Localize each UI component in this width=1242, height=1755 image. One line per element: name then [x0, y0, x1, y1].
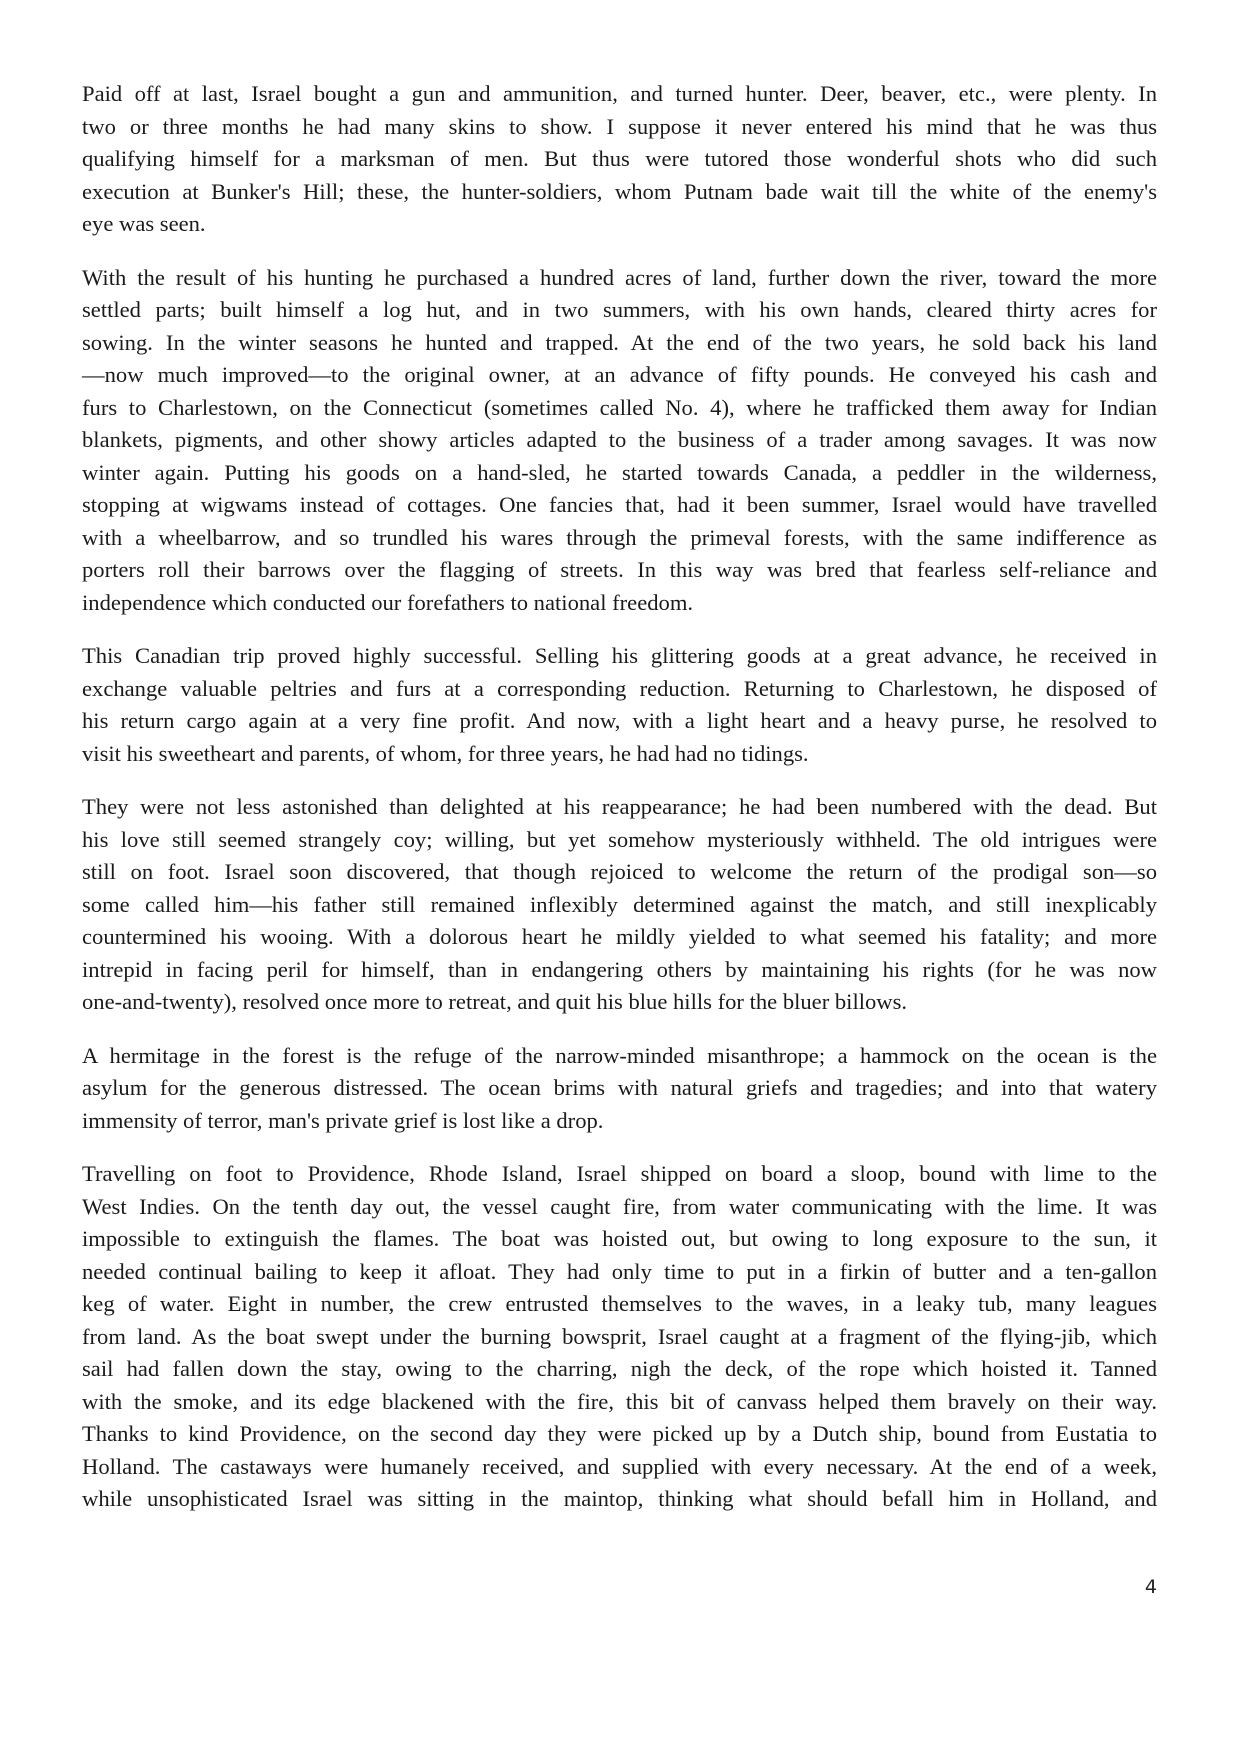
- text-line: With the result of his hunting he purchased a hundred acres of land, further down the river, toward the more: [82, 264, 1157, 290]
- text-line: —now much improved—to the original owner, at an advance of fifty pounds. He conveyed his cash and: [82, 362, 1157, 387]
- text-line: Holland. The castaways were humanely received, and supplied with every necessary. At the end of a week,: [82, 1453, 1157, 1479]
- text-line: keg of water. Eight in number, the crew entrusted themselves to the waves, in a leaky tub, many leagues: [82, 1291, 1157, 1316]
- text-line: one-and-twenty), resolved once more to retreat, and quit his blue hills for the bluer billows.: [82, 989, 908, 1014]
- text-line: blankets, pigments, and other showy articles adapted to the business of a trader among savages. It was now: [82, 427, 1157, 452]
- paragraph: [82, 262, 1157, 620]
- text-line: with a wheelbarrow, and so trundled his wares through the primeval forests, with the same indifference as: [82, 524, 1157, 550]
- text-line: still on foot. Israel soon discovered, that though rejoiced to welcome the return of the prodigal son—so: [82, 859, 1157, 884]
- text-line: West Indies. On the tenth day out, the vessel caught fire, from water communicating with the lime. It was: [82, 1193, 1157, 1219]
- text-line: his love still seemed strangely coy; willing, but yet somehow mysteriously withheld. The old intrigues were: [82, 826, 1157, 852]
- text-line: settled parts; built himself a log hut, and in two summers, with his own hands, cleared thirty acres for: [82, 297, 1157, 322]
- text-line: stopping at wigwams instead of cottages. One fancies that, had it been summer, Israel would have travelled: [82, 492, 1157, 517]
- paragraph: [82, 1040, 1157, 1138]
- page-number: 4: [1144, 1576, 1157, 1598]
- document-page-body: [82, 78, 1157, 1537]
- text-line: intrepid in facing peril for himself, than in endangering others by maintaining his rights (for he was now: [82, 956, 1157, 982]
- text-line: Paid off at last, Israel bought a gun and ammunition, and turned hunter. Deer, beaver, etc., were plenty. In: [82, 81, 1157, 106]
- text-line: Thanks to kind Providence, on the second day they were picked up by a Dutch ship, bound from Eustatia to: [82, 1421, 1157, 1446]
- text-line: A hermitage in the forest is the refuge of the narrow-minded misanthrope; a hammock on the ocean is the: [82, 1042, 1157, 1068]
- text-line: Travelling on foot to Providence, Rhode Island, Israel shipped on board a sloop, bound with lime to the: [82, 1161, 1157, 1186]
- text-line: visit his sweetheart and parents, of whom, for three years, he had had no tidings.: [82, 740, 809, 766]
- text-line: while unsophisticated Israel was sitting in the maintop, thinking what should befall him in Holland, and: [82, 1486, 1157, 1511]
- text-line: countermined his wooing. With a dolorous heart he mildly yielded to what seemed his fatality; and more: [82, 924, 1157, 949]
- text-line: immensity of terror, man's private grief is lost like a drop.: [82, 1107, 604, 1133]
- text-line: exchange valuable peltries and furs at a corresponding reduction. Returning to Charlestown, he disposed of: [82, 675, 1157, 701]
- text-line: furs to Charlestown, on the Connecticut (sometimes called No. 4), where he trafficked them away for Indian: [82, 394, 1157, 420]
- text-line: with the smoke, and its edge blackened with the fire, this bit of canvass helped them bravely on their way.: [82, 1388, 1157, 1414]
- text-line: asylum for the generous distressed. The ocean brims with natural griefs and tragedies; and into that watery: [82, 1075, 1157, 1100]
- text-line: porters roll their barrows over the flagging of streets. In this way was bred that fearless self-reliance and: [82, 557, 1157, 582]
- text-line: two or three months he had many skins to show. I suppose it never entered his mind that he was thus: [82, 113, 1157, 139]
- text-line: sowing. In the winter seasons he hunted and trapped. At the end of the two years, he sold back his land: [82, 329, 1157, 355]
- paragraph: [82, 78, 1157, 241]
- text-line: from land. As the boat swept under the burning bowsprit, Israel caught at a fragment of the flying-jib, which: [82, 1323, 1157, 1349]
- text-line: some called him—his father still remained inflexibly determined against the match, and still inexplicably: [82, 891, 1157, 917]
- text-line: They were not less astonished than delighted at his reappearance; he had been numbered with the dead. But: [82, 794, 1157, 819]
- text-line: independence which conducted our forefathers to national freedom.: [82, 589, 694, 615]
- text-line: his return cargo again at a very fine profit. And now, with a light heart and a heavy purse, he resolved to: [82, 708, 1157, 733]
- paragraph: [82, 791, 1157, 1019]
- text-line: execution at Bunker's Hill; these, the hunter-soldiers, whom Putnam bade wait till the white of the enemy's: [82, 178, 1157, 204]
- text-line: needed continual bailing to keep it afloat. They had only time to put in a firkin of butter and a ten-gallon: [82, 1258, 1157, 1284]
- paragraph: [82, 1158, 1157, 1516]
- paragraph: [82, 640, 1157, 770]
- text-line: impossible to extinguish the flames. The boat was hoisted out, but owing to long exposure to the sun, it: [82, 1226, 1157, 1251]
- text-line: qualifying himself for a marksman of men. But thus were tutored those wonderful shots who did such: [82, 146, 1157, 171]
- text-line: winter again. Putting his goods on a hand-sled, he started towards Canada, a peddler in the wilderness,: [82, 459, 1157, 485]
- text-line: sail had fallen down the stay, owing to the charring, nigh the deck, of the rope which hoisted it. Tanned: [82, 1356, 1157, 1381]
- text-line: This Canadian trip proved highly successful. Selling his glittering goods at a great advance, he received in: [82, 643, 1157, 668]
- text-line: eye was seen.: [82, 211, 206, 236]
